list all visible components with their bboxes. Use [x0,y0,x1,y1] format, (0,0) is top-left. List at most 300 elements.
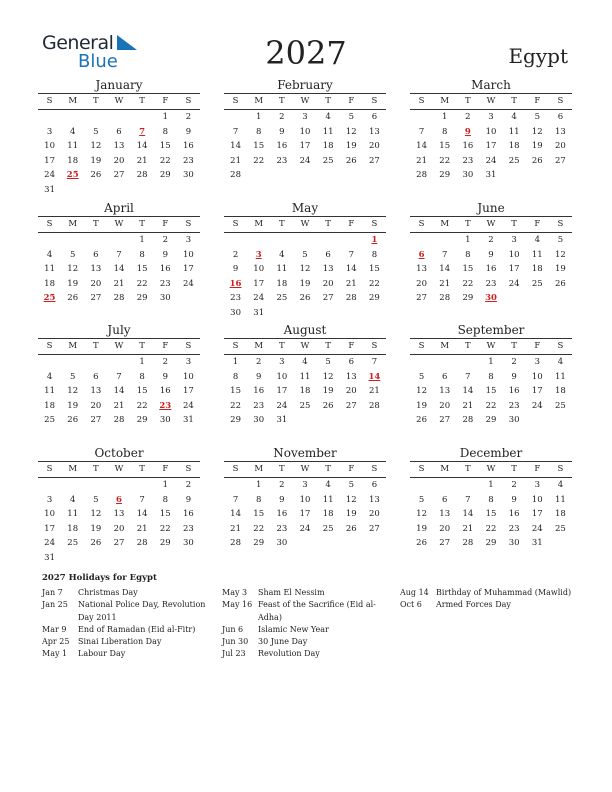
day-cell: 11 [508,126,520,137]
day-cell [410,110,433,125]
day-cell [107,355,130,370]
day-cell: 15 [369,264,380,275]
day-cell: 16 [276,509,288,520]
day-cell: 14 [462,509,474,520]
day-cell [270,306,293,321]
holiday-entry-name: Feast of the Sacrifice (Eid al-Adha) [258,600,376,622]
day-cell [131,551,154,566]
day-cell: 12 [345,494,357,505]
day-cell: 20 [322,278,334,289]
month-title: March [471,78,511,92]
day-cell: 13 [322,264,334,275]
holiday-entry-date: Oct 6 [400,600,422,610]
day-cell: 27 [369,155,380,166]
day-cell: 11 [67,141,79,152]
day-cell: 9 [185,126,192,137]
weekday-label: M [440,219,450,229]
holiday-column [42,587,210,661]
day-cell: 3 [302,112,308,122]
day-cell: 7 [418,126,425,137]
week-row [224,154,386,169]
day-cell: 19 [416,523,427,534]
weekday-label: S [232,464,239,474]
holiday-date: 3 [255,249,262,260]
day-cell: 11 [322,126,334,137]
day-cell: 15 [253,509,265,520]
day-cell [433,233,456,248]
day-cell: 13 [90,386,102,397]
day-cell: 28 [136,538,148,549]
day-cell: 4 [70,494,76,505]
day-cell: 8 [139,249,145,260]
week-row [410,154,572,169]
day-cell: 3 [488,112,494,122]
day-cell [131,478,154,493]
day-cell [456,355,479,370]
day-cell [456,478,479,493]
weekday-label: S [371,464,378,474]
weekday-header [224,216,386,233]
day-cell: 30 [159,293,171,304]
day-cell [433,478,456,493]
day-cell: 3 [46,126,53,137]
day-cell: 24 [299,155,311,166]
day-cell: 30 [508,538,520,549]
day-cell: 26 [555,278,566,289]
day-cell: 11 [67,509,79,520]
day-cell: 13 [113,509,125,520]
month-title: December [459,446,523,460]
day-cell [84,478,107,493]
day-cell: 19 [67,400,79,411]
weekday-label: W [486,219,496,229]
day-cell: 9 [279,126,285,137]
day-cell: 8 [256,126,262,137]
day-cell: 2 [162,357,168,367]
day-cell: 4 [325,112,331,122]
week-row [38,183,200,198]
day-cell: 20 [369,509,380,520]
weekday-label: F [162,96,169,106]
day-cell: 27 [90,293,102,304]
day-cell [270,168,293,183]
day-cell [526,168,549,183]
day-cell: 15 [136,264,148,275]
weekday-label: T [93,219,99,229]
holiday-entry-date: Jun 6 [222,624,244,634]
day-cell: 6 [371,112,378,122]
day-cell: 16 [183,141,194,152]
day-cell: 30 [253,415,265,426]
day-cell: 16 [159,264,171,275]
day-cell: 10 [508,249,520,260]
day-cell: 31 [253,307,265,318]
day-cell: 8 [442,126,448,137]
day-cell: 25 [555,523,566,534]
day-cell: 28 [230,538,241,549]
day-cell: 2 [511,357,517,367]
day-cell [317,536,340,551]
day-cell: 2 [279,112,285,122]
day-cell: 23 [485,278,497,289]
week-row [410,536,572,551]
day-cell [61,478,84,493]
day-cell: 5 [348,112,354,122]
day-cell: 11 [44,386,55,397]
day-cell: 12 [531,126,543,137]
week-row [38,493,200,508]
month-september [410,323,572,428]
holiday-entry-name: Birthday of Muhammad (Mawlid) [436,588,572,597]
month-february [224,78,386,183]
weekday-label: S [46,219,53,229]
day-cell: 11 [555,371,566,382]
weekday-header [38,216,200,233]
day-cell: 27 [439,538,451,549]
day-cell: 11 [322,494,334,505]
weekday-label: S [557,341,564,351]
day-cell: 16 [276,141,288,152]
day-cell: 9 [488,249,494,260]
day-cell: 14 [136,509,148,520]
day-cell: 1 [488,480,494,490]
day-cell: 9 [279,494,285,505]
day-cell: 28 [230,170,241,181]
week-row [224,493,386,508]
day-cell: 8 [371,249,378,260]
week-row [224,370,386,385]
day-cell: 22 [136,400,148,411]
day-cell: 22 [439,155,451,166]
day-cell: 26 [67,415,79,426]
weekday-header [410,93,572,110]
day-cell [84,110,107,125]
day-cell: 19 [67,278,79,289]
day-cell: 28 [113,415,125,426]
holiday-entry-name: Revolution Day [258,649,320,659]
week-row [38,355,200,370]
week-row [38,277,200,292]
day-cell: 16 [159,386,171,397]
day-cell: 4 [534,235,540,245]
day-cell: 15 [485,509,497,520]
day-cell [61,233,84,248]
month-title: June [477,201,505,215]
weekday-label: T [325,464,331,474]
day-cell: 31 [276,415,288,426]
holiday-entry-date: Jul 23 [222,649,246,659]
week-row [38,370,200,385]
day-cell: 23 [183,155,194,166]
month-title: September [457,323,525,337]
day-cell [340,306,363,321]
day-cell: 27 [90,415,102,426]
week-row [38,154,200,169]
day-cell [549,413,572,428]
weekday-label: T [465,464,471,474]
day-cell: 8 [488,494,494,505]
day-cell [270,233,293,248]
week-row [410,139,572,154]
day-cell [549,536,572,551]
day-cell: 8 [162,126,168,137]
day-cell: 21 [136,523,148,534]
week-row [224,233,386,248]
day-cell: 21 [369,386,380,397]
day-cell: 21 [462,400,474,411]
day-cell: 5 [325,357,331,367]
weekday-label: M [440,464,450,474]
week-row [224,306,386,321]
day-cell: 13 [369,494,380,505]
week-row [38,291,200,306]
weekday-label: M [254,341,264,351]
day-cell: 8 [232,371,239,382]
holiday-entry [400,587,575,599]
day-cell: 15 [253,141,265,152]
holiday-entry-date: Apr 25 [42,637,70,647]
day-cell: 10 [183,249,194,260]
week-row [38,262,200,277]
day-cell [38,110,61,125]
day-cell: 10 [183,371,194,382]
weekday-label: S [371,341,378,351]
weekday-label: F [534,219,541,229]
day-cell [61,110,84,125]
month-april [38,201,200,306]
day-cell: 2 [511,480,517,490]
holiday-date: 9 [464,126,471,137]
day-cell: 14 [113,386,125,397]
day-cell: 18 [555,509,566,520]
day-cell: 7 [442,249,448,260]
weekday-label: F [348,341,355,351]
week-row [410,291,572,306]
day-cell: 6 [325,249,331,260]
day-cell: 30 [230,307,241,318]
week-row [410,522,572,537]
weekday-label: W [486,341,496,351]
day-cell: 8 [488,371,494,382]
day-cell: 5 [348,480,354,490]
day-cell: 6 [116,126,122,137]
holiday-date: 1 [371,235,378,245]
day-cell: 24 [183,400,194,411]
day-cell: 1 [256,112,262,122]
day-cell: 6 [93,371,99,382]
week-row [410,248,572,263]
day-cell: 31 [531,538,543,549]
day-cell: 24 [183,278,194,289]
day-cell: 16 [253,386,265,397]
week-row [38,233,200,248]
day-cell: 26 [345,155,357,166]
day-cell: 8 [465,249,471,260]
day-cell: 29 [253,538,265,549]
weekday-label: W [114,219,124,229]
day-cell: 19 [345,141,357,152]
day-cell: 30 [462,170,474,181]
day-cell: 13 [416,264,427,275]
day-cell: 29 [485,415,497,426]
day-cell: 4 [70,126,76,137]
day-cell: 18 [299,386,311,397]
day-cell [293,413,316,428]
day-cell: 25 [276,293,288,304]
day-cell: 5 [70,371,76,382]
day-cell: 27 [113,538,125,549]
day-cell [410,355,433,370]
day-cell: 5 [93,494,99,505]
day-cell: 29 [136,415,148,426]
day-cell [317,413,340,428]
day-cell [363,536,386,551]
day-cell: 15 [462,264,474,275]
weekday-label: S [46,341,53,351]
day-cell [317,168,340,183]
day-cell: 23 [253,400,265,411]
day-cell: 14 [416,141,427,152]
week-row [224,399,386,414]
day-cell: 25 [322,155,334,166]
day-cell: 29 [159,538,171,549]
day-cell: 17 [44,523,55,534]
day-cell: 23 [183,523,194,534]
month-title: November [273,446,337,460]
day-cell [61,551,84,566]
weekday-label: T [325,96,331,106]
day-cell [38,233,61,248]
month-title: May [291,201,319,215]
day-cell [84,355,107,370]
day-cell: 22 [485,523,497,534]
day-cell: 29 [159,170,171,181]
day-cell: 27 [439,415,451,426]
day-cell: 3 [302,480,308,490]
day-cell: 1 [162,112,168,122]
day-cell: 19 [322,386,334,397]
day-cell [340,536,363,551]
day-cell: 5 [418,371,425,382]
day-cell: 24 [253,293,265,304]
week-row [38,478,200,493]
day-cell: 13 [555,126,566,137]
day-cell: 21 [345,278,357,289]
day-cell: 16 [508,509,520,520]
weekday-label: M [68,464,78,474]
day-cell [224,478,247,493]
weekday-label: F [534,464,541,474]
day-cell: 13 [345,371,357,382]
holiday-entry-date: May 3 [222,588,248,597]
day-cell: 24 [44,538,55,549]
day-cell: 7 [465,371,471,382]
holiday-entry-name: End of Ramadan (Eid al-Fitr) [78,624,196,634]
day-cell: 24 [276,400,288,411]
holiday-entry-name: Christmas Day [78,588,138,597]
day-cell: 2 [162,235,168,245]
day-cell [410,478,433,493]
day-cell: 4 [46,371,53,382]
day-cell: 21 [439,278,451,289]
week-row [38,125,200,140]
day-cell [503,291,526,306]
holiday-entry-date: May 1 [42,649,68,659]
weekday-label: S [185,96,192,106]
week-row [38,507,200,522]
brand-line1: General [42,32,114,54]
day-cell: 21 [113,278,125,289]
day-cell: 6 [371,480,378,490]
day-cell: 27 [416,293,427,304]
day-cell [131,183,154,198]
day-cell: 6 [557,112,564,122]
month-december [410,446,572,551]
holiday-entry-name: Sinai Liberation Day [78,637,162,647]
day-cell: 6 [442,371,448,382]
day-cell: 15 [439,141,451,152]
day-cell [317,306,340,321]
holiday-entry-date: May 16 [222,600,253,610]
day-cell: 12 [416,509,427,520]
day-cell: 15 [485,386,497,397]
week-row [38,110,200,125]
weekday-label: T [511,341,517,351]
week-row [410,413,572,428]
day-cell [549,291,572,306]
day-cell: 26 [416,538,427,549]
week-row [410,110,572,125]
weekday-label: F [348,96,355,106]
weekday-label: W [114,341,124,351]
weekday-label: S [232,341,239,351]
weekday-label: M [440,96,450,106]
day-cell: 28 [136,170,148,181]
day-cell: 7 [232,494,239,505]
weekday-label: S [557,96,564,106]
day-cell: 5 [557,235,564,245]
day-cell: 20 [416,278,427,289]
holiday-date: 23 [159,400,172,411]
weekday-label: S [232,219,239,229]
weekday-label: M [68,341,78,351]
day-cell [84,183,107,198]
day-cell: 31 [44,184,55,195]
day-cell: 22 [462,278,474,289]
holiday-date: 6 [116,494,122,505]
day-cell: 17 [531,509,543,520]
day-cell: 3 [185,357,192,367]
day-cell: 20 [555,141,566,152]
day-cell: 22 [253,155,265,166]
day-cell: 3 [534,480,540,490]
day-cell: 18 [322,141,334,152]
day-cell: 2 [185,480,192,490]
day-cell: 13 [439,386,451,397]
weekday-label: S [418,341,425,351]
day-cell: 21 [136,155,148,166]
day-cell: 28 [462,538,474,549]
week-row [410,399,572,414]
day-cell: 1 [139,357,145,367]
day-cell: 16 [462,141,474,152]
weekday-label: F [348,219,355,229]
day-cell [84,551,107,566]
day-cell: 27 [322,293,334,304]
day-cell: 11 [299,371,311,382]
day-cell [503,168,526,183]
day-cell: 5 [70,249,76,260]
